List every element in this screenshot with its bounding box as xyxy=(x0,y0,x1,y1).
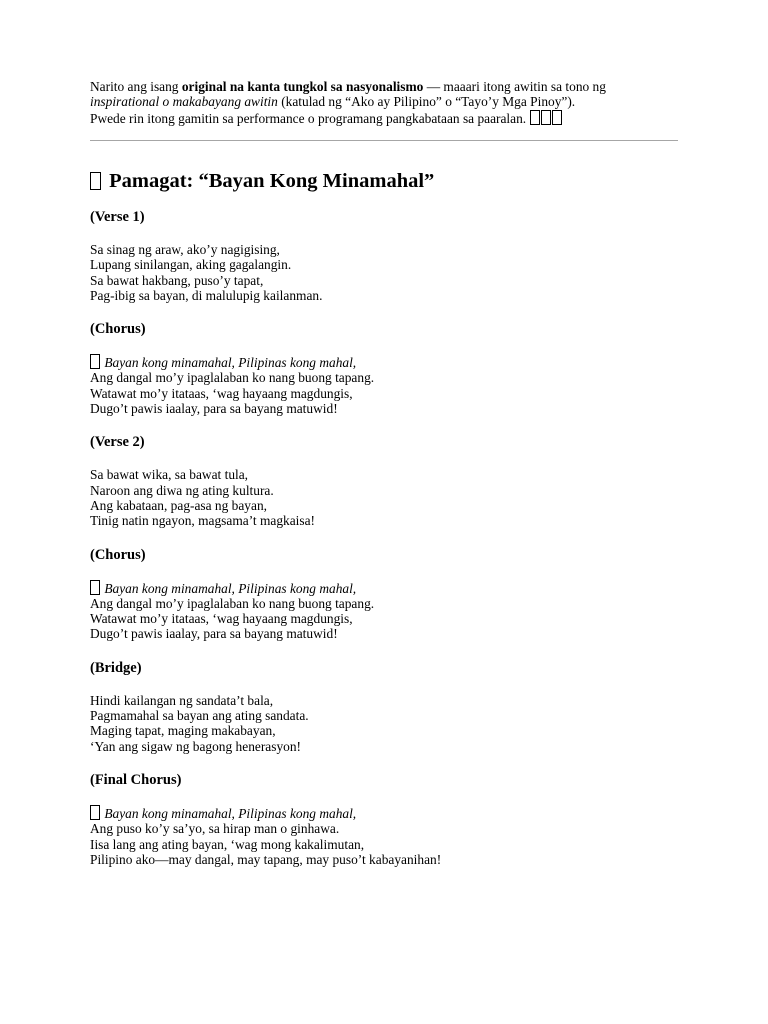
lyric-line: Ang dangal mo’y ipaglalaban ko nang buong tapang. xyxy=(90,370,375,386)
lyric-line xyxy=(90,805,690,821)
song-content xyxy=(90,168,690,884)
intro-text: Pwede rin itong gamitin sa performance o programang pangkabataan sa paaralan. xyxy=(90,110,527,126)
section-heading: (Final Chorus) xyxy=(90,771,182,788)
lyric-line: Watawat mo’y itataas, ‘wag hayaang magdungis, xyxy=(90,385,353,401)
lyric-line: ‘Yan ang sigaw ng bagong henerasyon! xyxy=(90,738,301,754)
section-heading: (Chorus) xyxy=(90,546,146,563)
missing-glyph-icon xyxy=(552,110,562,125)
lyric-line: Ang dangal mo’y ipaglalaban ko nang buong tapang. xyxy=(90,595,375,611)
missing-glyph-icon xyxy=(90,172,101,190)
section-heading: (Chorus) xyxy=(90,321,146,338)
section-bridge xyxy=(90,659,690,754)
intro-line-3 xyxy=(90,110,690,126)
lyric-line: Lupang sinilangan, aking gagalangin. xyxy=(90,257,292,273)
lyric-line xyxy=(90,580,690,596)
lyric-line: Pag-ibig sa bayan, di malulupig kailanman. xyxy=(90,287,323,303)
lyric-line: Sa bawat hakbang, puso’y tapat, xyxy=(90,272,264,288)
lyric-line: Sa bawat wika, sa bawat tula, xyxy=(90,467,249,483)
intro-line-1 xyxy=(90,79,690,94)
missing-glyph-icon xyxy=(530,110,540,125)
section-verse-1 xyxy=(90,208,690,303)
lyric-line: Tinig natin ngayon, magsama’t magkaisa! xyxy=(90,513,316,529)
intro-text: (katulad ng “Ako ay Pilipino” o “Tayo’y Mga Pinoy”). xyxy=(277,94,576,110)
horizontal-divider xyxy=(90,140,678,141)
section-chorus-2 xyxy=(90,546,690,642)
lyric-line: Pilipino ako—may dangal, may tapang, may puso’t kabayanihan! xyxy=(90,851,442,867)
lyric-line xyxy=(90,354,690,370)
lyric-italic-text: Bayan kong minamahal, Pilipinas kong mahal, xyxy=(104,355,357,371)
intro-line-2 xyxy=(90,94,690,109)
intro-italic-text: inspirational o makabayang awitin xyxy=(90,94,278,110)
section-heading: (Bridge) xyxy=(90,659,142,676)
intro-paragraph xyxy=(90,79,690,126)
section-heading: (Verse 1) xyxy=(90,209,145,225)
lyric-line: Dugo’t pawis iaalay, para sa bayang matuwid! xyxy=(90,401,338,417)
song-title-text: Pamagat: “Bayan Kong Minamahal” xyxy=(109,170,435,192)
lyric-line: Iisa lang ang ating bayan, ‘wag mong kakalimutan, xyxy=(90,836,365,852)
lyric-line: Pagmamahal sa bayan ang ating sandata. xyxy=(90,708,309,724)
section-heading: (Verse 2) xyxy=(90,434,145,451)
section-final-chorus xyxy=(90,771,690,867)
lyric-line: Sa sinag ng araw, ako’y nagigising, xyxy=(90,242,280,257)
intro-bold-text: original na kanta tungkol sa nasyonalismo xyxy=(181,79,424,94)
missing-glyph-icon xyxy=(90,805,100,820)
lyric-italic-text: Bayan kong minamahal, Pilipinas kong mahal, xyxy=(104,580,357,596)
missing-glyph-icon xyxy=(90,580,100,595)
section-verse-2 xyxy=(90,433,690,528)
intro-text: Narito ang isang xyxy=(90,79,182,94)
section-chorus-1 xyxy=(90,320,690,416)
song-title xyxy=(90,168,690,194)
lyric-line: Watawat mo’y itataas, ‘wag hayaang magdungis, xyxy=(90,611,353,627)
lyric-line: Hindi kailangan ng sandata’t bala, xyxy=(90,692,274,708)
missing-glyph-icon xyxy=(90,354,100,369)
lyric-line: Naroon ang diwa ng ating kultura. xyxy=(90,482,274,498)
lyric-line: Ang kabataan, pag-asa ng bayan, xyxy=(90,497,267,513)
lyric-line: Ang puso ko’y sa’yo, sa hirap man o ginhawa. xyxy=(90,821,340,837)
lyric-italic-text: Bayan kong minamahal, Pilipinas kong mahal, xyxy=(104,805,357,821)
missing-glyph-icon xyxy=(541,110,551,125)
lyric-line: Dugo’t pawis iaalay, para sa bayang matuwid! xyxy=(90,626,338,642)
lyric-line: Maging tapat, maging makabayan, xyxy=(90,723,276,739)
intro-text: — maaari itong awitin sa tono ng xyxy=(423,79,606,94)
